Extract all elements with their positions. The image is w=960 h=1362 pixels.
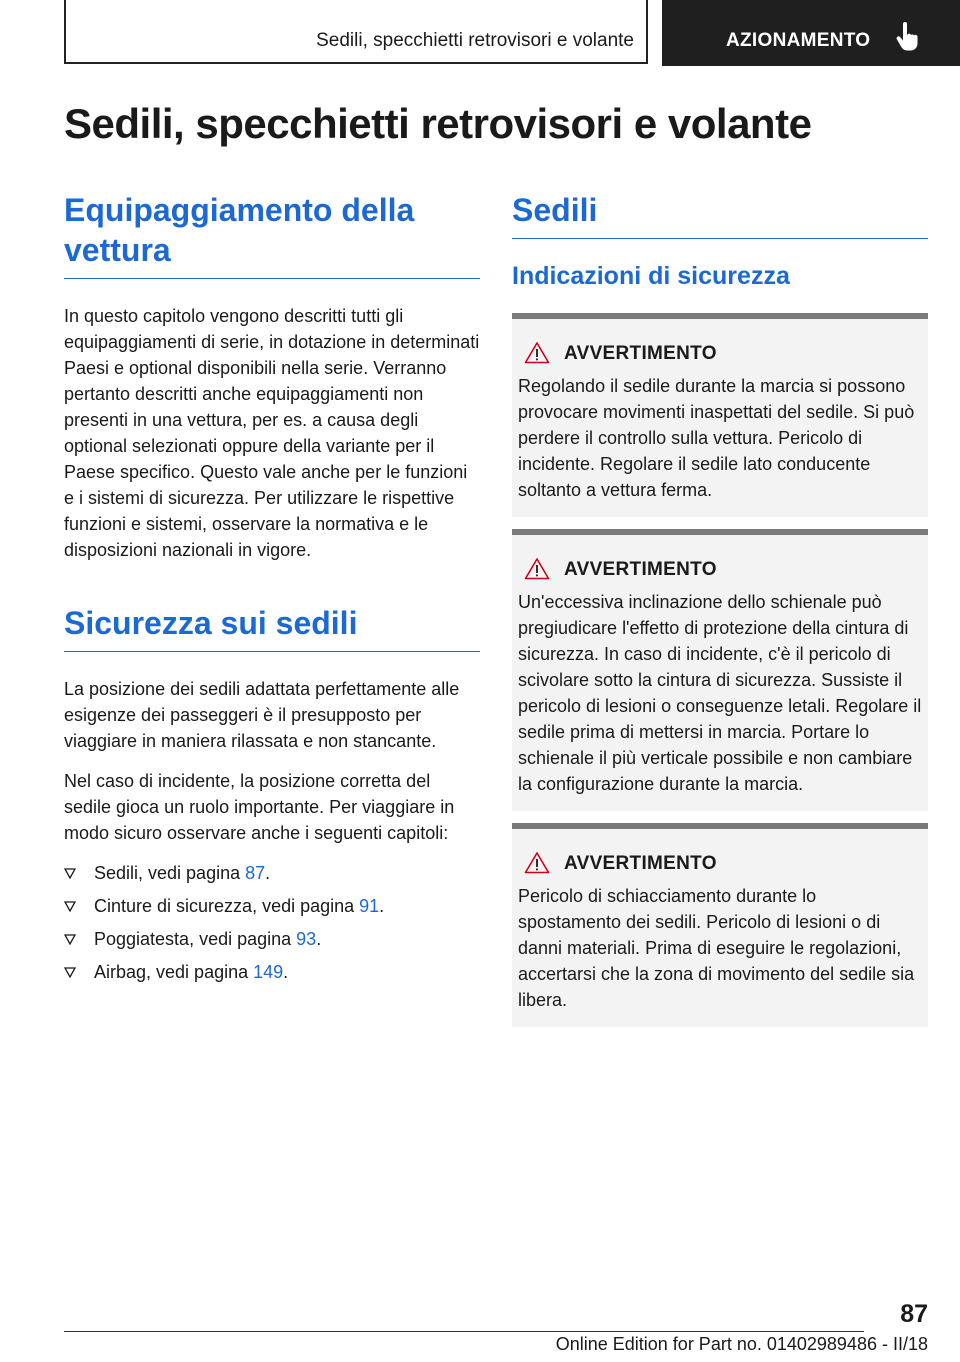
seat-safety-paragraph-1: La posizione dei sedili adattata perfettamente alle esigenze dei passeggeri è il presupposto per viaggiare in maniera rilassata e non stancante. [64,679,460,751]
list-item-text: Poggiatesta, vedi pagina [94,929,297,949]
page-link[interactable]: 87 [245,863,266,883]
safety-notes-heading: Indicazioni di sicurezza [512,262,790,290]
equipment-heading: Equipaggiamento della vettura [64,190,480,279]
seats-heading: Sedili [512,190,928,239]
running-header-title: Sedili, specchietti retrovisori e volante [316,30,634,51]
list-item-text: Cinture di sicurezza, vedi pagina [94,896,360,916]
edition-note: Online Edition for Part no. 01402989486 - II/18 [555,1334,928,1354]
warning-box [512,529,928,811]
page-title: Sedili, specchietti retrovisori e volante [64,100,812,147]
warning-box [512,823,928,1027]
pointing-hand-icon [895,22,921,52]
list-item-end: . [316,929,322,949]
warning-box [512,313,928,517]
warning-title: AVVERTIMENTO [564,343,717,364]
bullet-triangle-icon [64,967,76,978]
footer-divider [64,1331,864,1332]
list-item-text: Sedili, vedi pagina [94,863,246,883]
warning-title: AVVERTIMENTO [564,559,717,580]
list-item-end: . [265,863,271,883]
list-item [64,893,480,919]
running-header [64,0,648,64]
warning-text: Regolando il sedile durante la marcia si possono provocare movimenti inaspettati del sedile. Si può perdere il controllo sulla vettura. Pericolo di incidente. Regolare il sedile lato conducente soltanto a vettura ferma. [518,376,915,500]
bullet-triangle-icon [64,901,76,912]
left-column [64,190,480,992]
page-link[interactable]: 93 [296,929,317,949]
warning-text: Pericolo di schiacciamento durante lo spostamento dei sedili. Pericolo di lesioni o di danni materiali. Prima di eseguire le regolazioni, accertarsi che la zona di movimento del sedile sia libera. [518,886,915,1010]
seat-safety-heading: Sicurezza sui sedili [64,603,480,652]
list-item-text: Airbag, vedi pagina [94,962,254,982]
list-item [64,959,480,985]
warning-triangle-icon [524,851,550,874]
right-column [512,190,928,1027]
warning-text: Un'eccessiva inclinazione dello schienale può pregiudicare l'effetto di protezione della cintura di sicurezza. In caso di incidente, c'è il pericolo di scivolare sotto la cintura di sicurezza. Sussiste il pericolo di lesioni o conseguenze letali. Regolare il sedile prima di mettersi in marcia. Portare lo schienale il più verticale possibile e non cambiare la configurazione durante la marcia. [518,592,922,794]
page-link[interactable]: 149 [253,962,284,982]
list-item [64,860,480,886]
list-item [64,926,480,952]
bullet-triangle-icon [64,868,76,879]
warning-title: AVVERTIMENTO [564,853,717,874]
list-item-end: . [283,962,289,982]
page-link[interactable]: 91 [359,896,380,916]
list-item-end: . [379,896,385,916]
page-number: 87 [900,1300,928,1328]
chapter-reference-list [64,860,480,985]
warning-triangle-icon [524,341,550,364]
equipment-text: In questo capitolo vengono descritti tutti gli equipaggiamenti di serie, in dotazione in determinati Paesi e optional disponibili nella serie. Verranno pertanto descritti anche equipaggiamenti non presenti in una vettura, per es. a causa degli optional selezionati oppure della variante per il Paese specifico. Questo vale anche per le funzioni e i sistemi di sicurezza. Per utilizzare le rispettive funzioni e sistemi, osservare la normativa e le disposizioni nazionali in vigore. [64,306,480,560]
chapter-tab-label: AZIONAMENTO [726,30,871,51]
seat-safety-paragraph-2: Nel caso di incidente, la posizione corretta del sedile gioca un ruolo importante. Per viaggiare in modo sicuro osservare anche i seguenti capitoli: [64,771,455,843]
bullet-triangle-icon [64,934,76,945]
warning-triangle-icon [524,557,550,580]
chapter-tab [662,0,960,66]
